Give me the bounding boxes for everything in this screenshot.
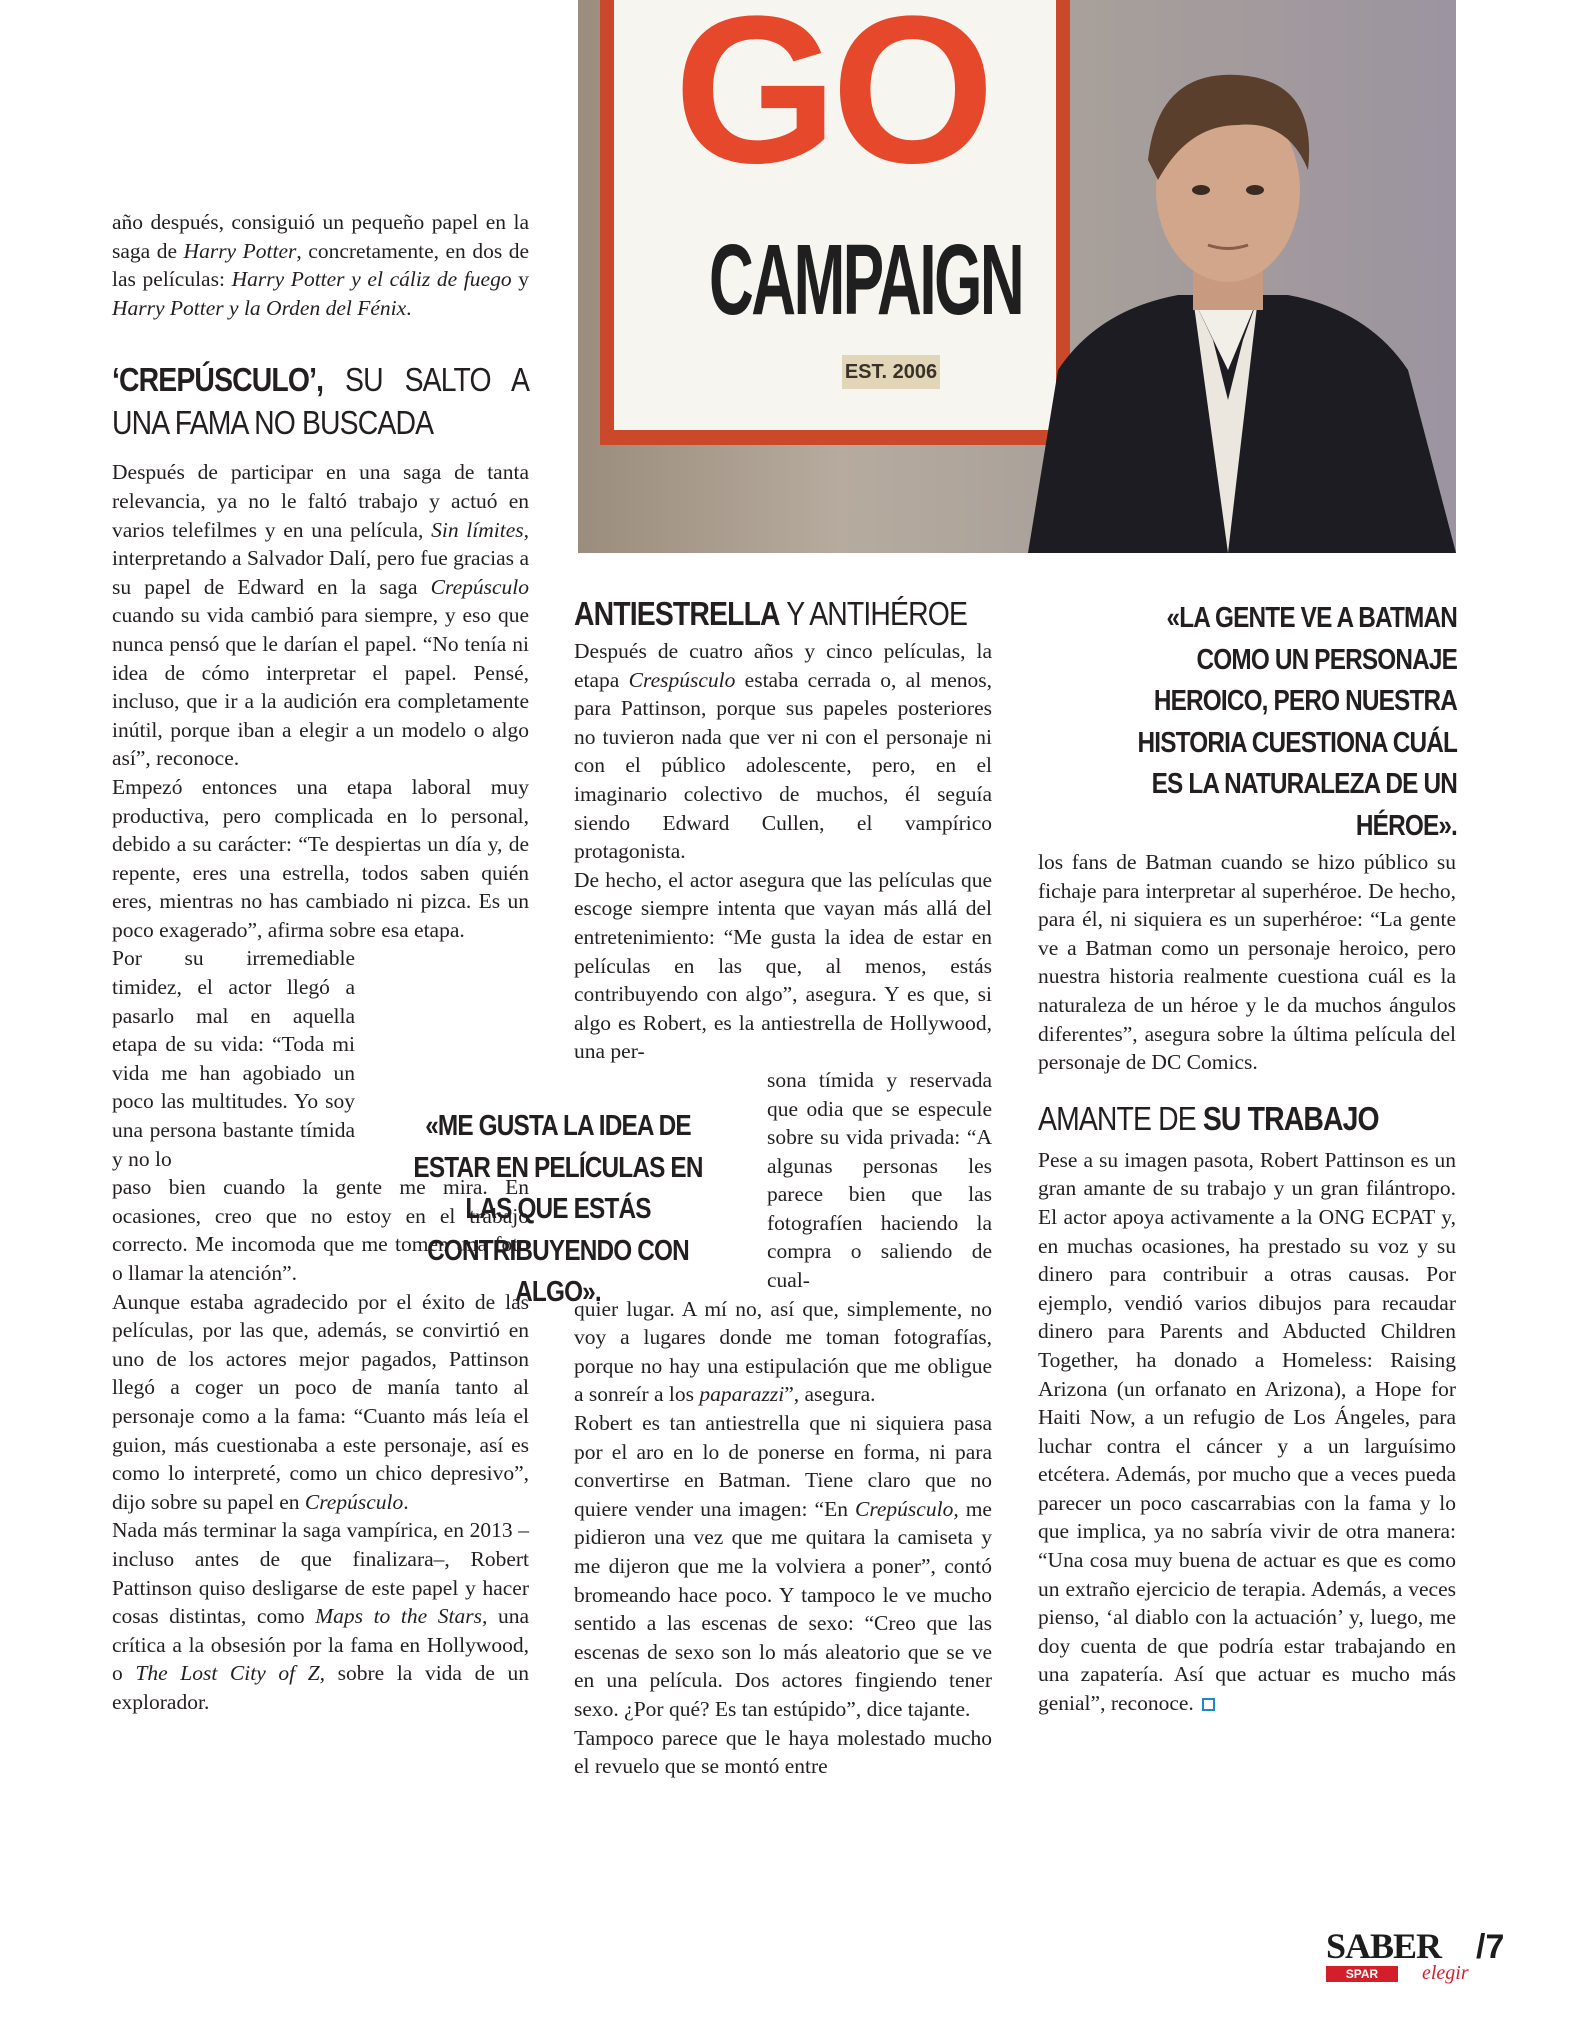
paragraph: paso bien cuando la gente me mira. En ocasiones, creo que no estoy en el trabajo correcto. Me incomoda que me tomen una foto o llamar la atención”. bbox=[112, 1175, 529, 1285]
paragraph: los fans de Batman cuando se hizo público su fichaje para interpretar al superhéroe. De hecho, para él, ni siquiera es un superhéroe: “La gente ve a Batman como un personaje heroico, pero nuestra historia realmente cuestiona cuál es la naturaleza de un héroe y le da muchos ángulos diferentes”, asegura sobre la última película del personaje de DC Comics. bbox=[1038, 850, 1456, 1075]
sign-campaign-text: CAMPAIGN bbox=[709, 224, 1023, 336]
page-number: /7 bbox=[1476, 1928, 1505, 1966]
paragraph-narrow: Por su irremediable timidez, el actor llegó a pasarlo mal en aquella etapa de su vida: “Toda mi vida me han agobiado un poco las multitudes. Yo soy una persona bastante tímida y no lo bbox=[112, 946, 355, 1171]
paragraph: De hecho, el actor asegura que las películas que escoge siempre intenta que vayan más allá del entretenimiento: “Me gusta la idea de estar en películas en las que, al menos, estás contribuyendo con algo”, asegura. Y es que, si algo es Robert, es la antiestrella de Hollywood, una per- bbox=[574, 867, 992, 1064]
hero-photo bbox=[578, 0, 1456, 553]
intro-paragraph: año después, consiguió un pequeño papel en la saga de Harry Potter, concretamente, en dos de las películas: Harry Potter y el cáliz de fuego y Harry Potter y la Orden del Fénix. bbox=[112, 210, 530, 320]
paragraph: Nada más terminar la saga vampírica, en 2013 –incluso antes de que finalizara–, Robert Pattinson quiso desligarse de este papel y hacer cosas distintas, como Maps to the Stars, una crítica a la obsesión por la fama en Hollywood, o The Lost City of Z, sobre la vida de un explorador. bbox=[112, 1518, 530, 1714]
column-3 bbox=[1038, 848, 1456, 1718]
pull-quote-1: «ME GUSTA LA IDEA DE ESTAR EN PELÍCULAS EN LAS QUE ESTÁS CONTRIBUYENDO CON ALGO». bbox=[413, 1110, 703, 1308]
paragraph-narrow: sona tímida y reservada que odia que se especule sobre su vida privada: “A algunas personas les parece bien que las fotografíen haciendo la compra o saliendo de cual- bbox=[767, 1067, 992, 1293]
pull-quote-2: «LA GENTE VE A BATMAN COMO UN PERSONAJE HEROICO, PERO NUESTRA HISTORIA CUESTIONA CUÁL ES LA NATURALEZA DE UN HÉROE». bbox=[1137, 602, 1457, 842]
paragraph: Aunque estaba agradecido por el éxito de las películas, por las que, además, se convirtió en uno de los actores mejor pagados, Pattinson llegó a coger un poco de manía tanto al personaje como a la fama: “Cuanto más leía el guion, más cuestionaba a este personaje, así es como lo interpreté, como un chico depresivo”, dijo sobre su papel en Crepúsculo. bbox=[112, 1289, 529, 1514]
end-of-article-icon bbox=[1202, 1698, 1215, 1711]
paragraph: Después de cuatro años y cinco películas, la etapa Crespúsculo estaba cerrada o, al menos, para Pattinson, porque sus papeles posteriores no tuvieron nada que ver ni con el personaje ni con el público adolescente, pero, en el imaginario colectivo de muchos, él seguía siendo Edward Cullen, el vampírico protagonista. bbox=[574, 639, 992, 864]
section-heading-amante: AMANTE DE SU TRABAJO bbox=[1038, 1099, 1379, 1137]
sign-go-text: GO bbox=[674, 0, 989, 207]
section-heading-crepusculo: ‘CREPÚSCULO’, SU SALTO A UNA FAMA NO BUSCADA bbox=[112, 361, 530, 442]
actor-portrait bbox=[988, 40, 1456, 553]
paragraph: quier lugar. A mí no, así que, simplemente, no voy a lugares donde me toman fotografías, porque no hay una estipulación que me obligue a sonreír a los paparazzi”, asegura. bbox=[574, 1296, 992, 1407]
saber-elegir-logo: SABER SPAR elegir bbox=[1326, 1926, 1469, 1984]
section-heading-antiestrella: ANTIESTRELLA Y ANTIHÉROE bbox=[574, 595, 968, 632]
column-1 bbox=[112, 208, 529, 1717]
paragraph: Empezó entonces una etapa laboral muy productiva, pero complicada en lo personal, debido a su carácter: “Te despiertas un día y, de repente, eres una estrella, todos saben quién eres, mientras no has cambiado ni pizca. Es un poco exagerado”, afirma sobre esa etapa. bbox=[112, 774, 529, 942]
column-2 bbox=[574, 592, 992, 1781]
paragraph: Tampoco parece que le haya molestado mucho el revuelo que se montó entre bbox=[574, 1725, 992, 1779]
paragraph: Después de participar en una saga de tanta relevancia, ya no le faltó trabajo y actuó en varios telefilmes y en una película, Sin límites, interpretando a Salvador Dalí, pero fue gracias a su papel de Edward en la saga Crepúsculo cuando su vida cambió para siempre, y eso que nunca pensó que le darían el papel. “No tenía ni idea de cómo interpretar el papel. Pensé, incluso, que ir a la audición era completamente inútil, porque iban a elegir a un modelo o algo así”, reconoce. bbox=[112, 460, 529, 771]
paragraph: Pese a su imagen pasota, Robert Pattinson es un gran amante de su trabajo y un gran filántropo. El actor apoya activamente a la ONG ECPAT y, en muchas ocasiones, ha prestado su voz y su dinero para contribuir a otras causas. Por ejemplo, vendió varios dibujos para recaudar dinero para Parents and Abducted Children Together, ha donado a Homeless: Raising Arizona (un orfanato en Arizona), a Hope for Haiti Now, a un refugio de Los Ángeles, para luchar contra el cáncer y a un larguísimo etcétera. Además, por mucho que a veces pueda parecer un poco cascarrabias con la fama y lo que implica, ya no sabría vivir de otra manera: “Una cosa muy buena de actuar es que es como un extraño ejercicio de terapia. Además, a veces pienso, ‘al diablo con la actuación’ y, luego, me doy cuenta de que podría estar trabajando en una zapatería. Así que actuar es mucho más genial”, reconoce. bbox=[1038, 1147, 1456, 1716]
sign-est-text: EST. 2006 bbox=[842, 355, 940, 389]
paragraph: Robert es tan antiestrella que ni siquiera pasa por el aro en lo de ponerse en forma, ni para convertirse en Batman. Tiene claro que no quiere vender una imagen: “En Crepúsculo, me pidieron una vez que me quitara la camiseta y me dijeron que me la volviera a poner”, contó bromeando hace poco. Y tampoco le ve mucho sentido a las escenas de sexo: “Creo que las escenas de sexo son lo más aleatorio que se ve en una película. Dos actores fingiendo tener sexo. ¿Por qué? Es tan estúpido”, dice tajante. bbox=[574, 1411, 992, 1721]
